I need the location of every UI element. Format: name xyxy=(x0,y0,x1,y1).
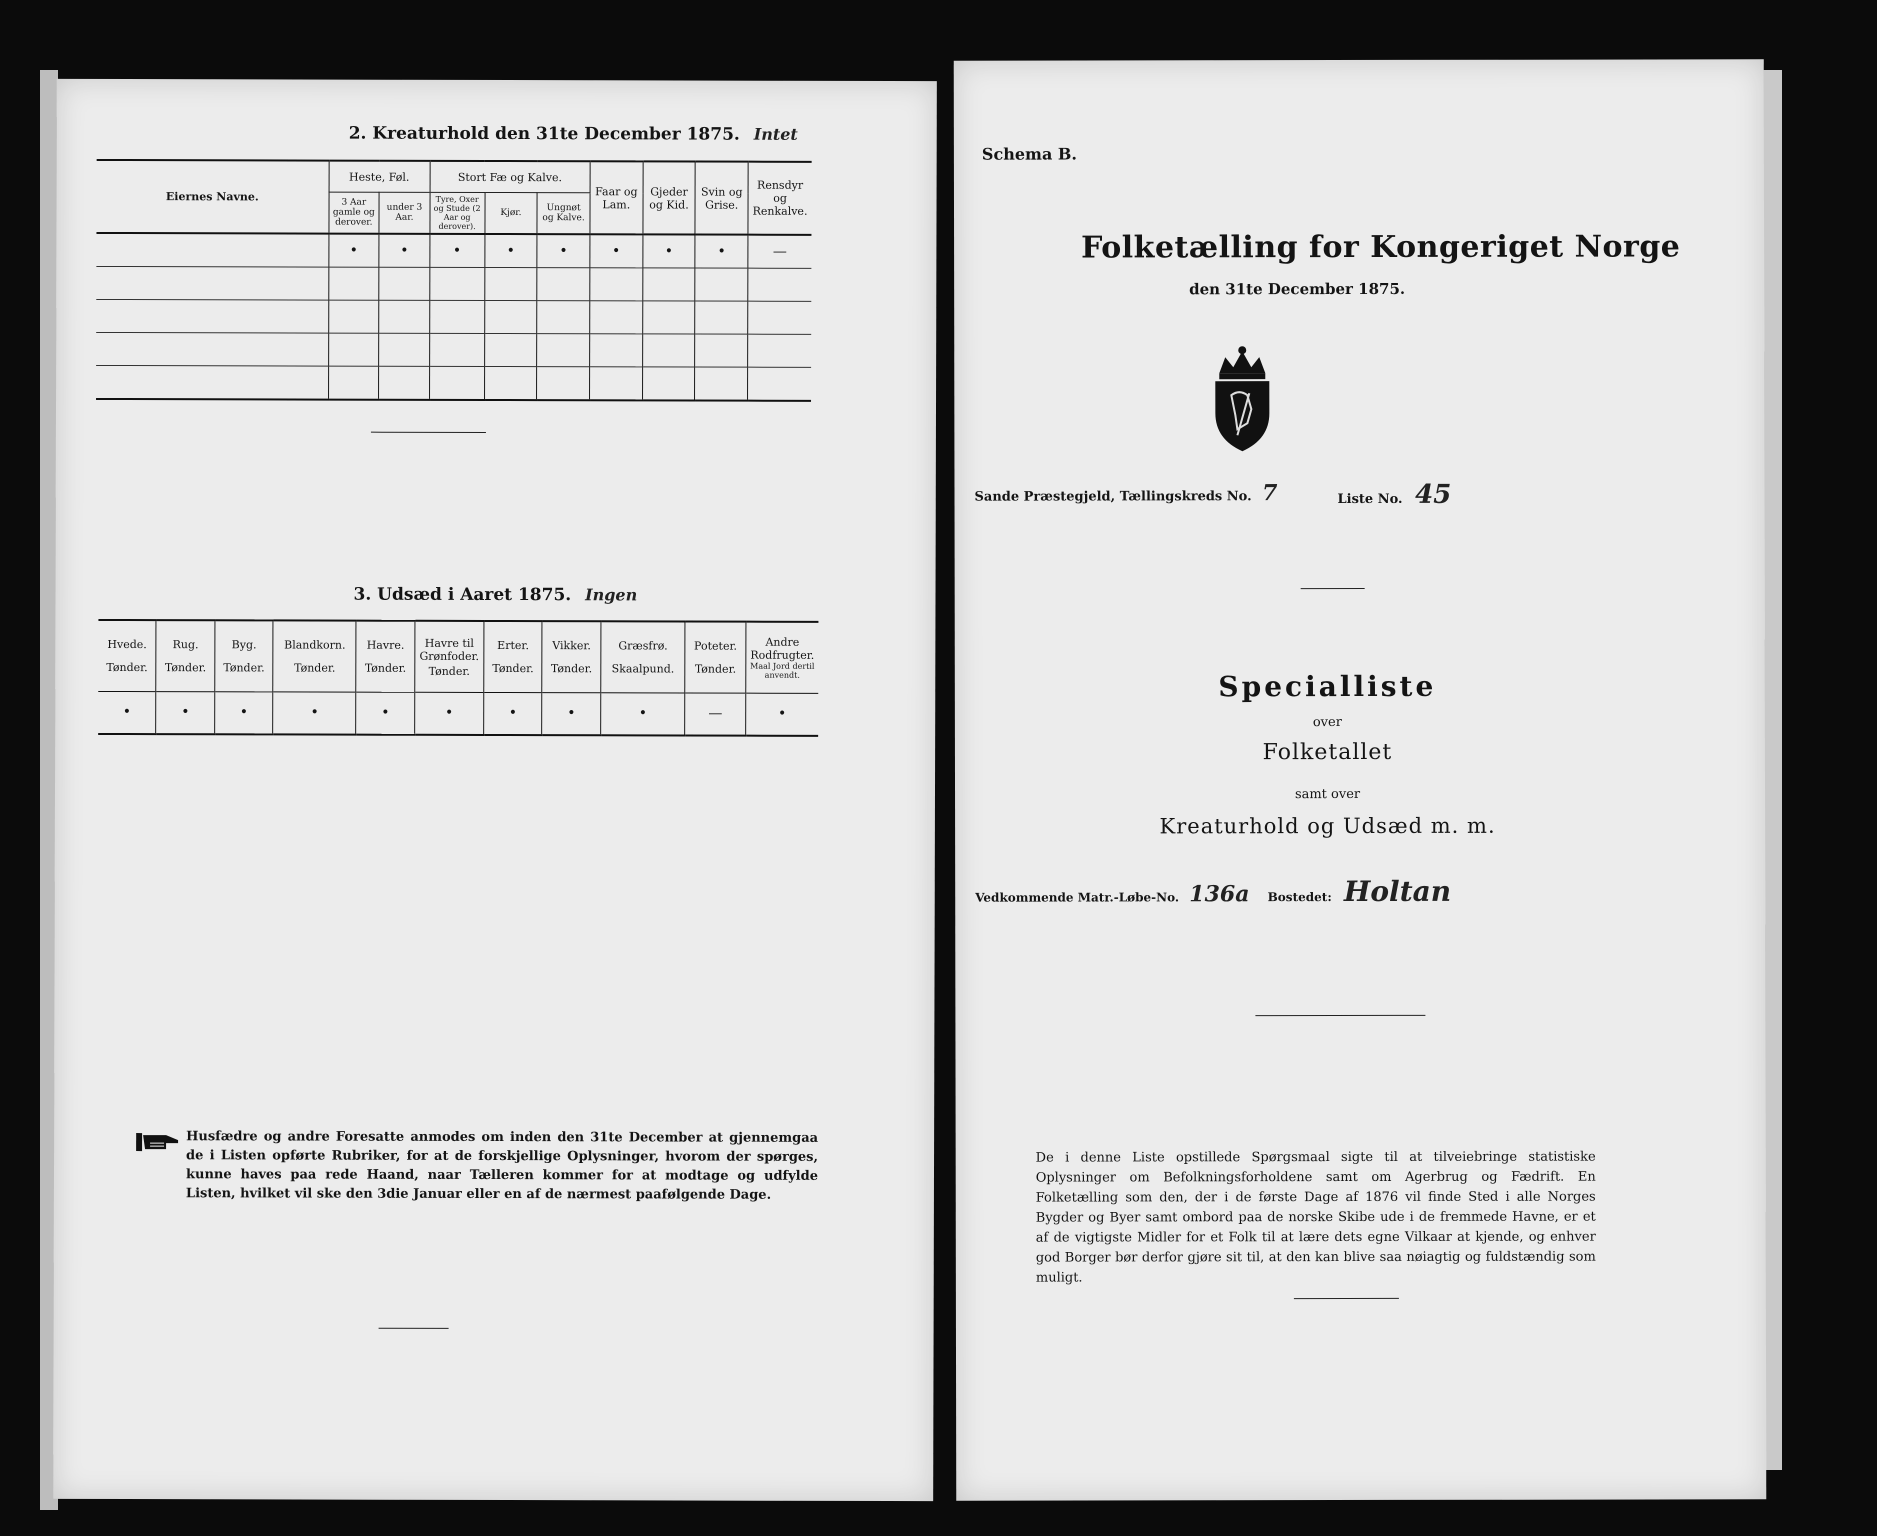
col-grass-seed: Græsfrø. Skaalpund. xyxy=(601,621,686,693)
col-vetches: Vikker. Tønder. xyxy=(542,621,601,693)
col-reindeer: Rensdyr og Renkalve. xyxy=(748,162,812,235)
kreaturhold-heading: Kreaturhold og Udsæd m. m. xyxy=(1159,813,1496,839)
right-page xyxy=(954,59,1767,1500)
col-young-cattle: Ungnøt og Kalve. xyxy=(537,193,590,235)
col-horses-under3: under 3 Aar. xyxy=(379,192,430,234)
pointing-hand-icon xyxy=(136,1131,180,1153)
table-row xyxy=(96,365,811,400)
specialliste-heading: Specialliste xyxy=(1218,669,1437,704)
col-green-fodder-oats: Havre til Grønfoder. Tønder. xyxy=(415,621,484,693)
schema-label: Schema B. xyxy=(981,144,1078,164)
group-cattle: Stort Fæ og Kalve. xyxy=(430,161,590,193)
householder-notice: Husfædre og andre Foresatte anmodes om inden den 31te December at gjennemgaa de i Listen opførte Rubriker, for at de forskjellige Oplysninger, hvorom der spørges, kunne haves paa rede Haand, naar Tælleren kommer for at modtage og udfylde Listen, hvilket vil ske den 3die Januar eller en af de nærmest paafølgende Dage. xyxy=(185,1129,819,1203)
table-row xyxy=(96,266,811,301)
col-wheat: Hvede. Tønder. xyxy=(98,620,156,692)
col-mixed-grain: Blandkorn. Tønder. xyxy=(273,620,356,692)
col-horses-3plus: 3 Aar gamle og derover. xyxy=(328,192,379,234)
col-barley: Byg. Tønder. xyxy=(215,620,274,692)
col-sheep: Faar og Lam. xyxy=(590,161,643,234)
bosted-label: Bostedet: xyxy=(1267,890,1332,905)
list-number: 45 xyxy=(1415,479,1452,510)
list-label: Liste No. xyxy=(1337,491,1403,508)
livestock-heading-note: Intet xyxy=(753,124,798,144)
bottom-divider xyxy=(379,1328,449,1329)
district-number: 7 xyxy=(1262,480,1278,507)
census-title: Folketælling for Kongeriget Norge xyxy=(1081,229,1681,266)
livestock-table xyxy=(96,159,812,402)
norway-coat-of-arms-icon xyxy=(1207,343,1277,453)
divider-top xyxy=(1301,588,1365,589)
district-line xyxy=(974,480,1277,507)
census-footnote: De i denne Liste opstillede Spørgsmaal sigte til at tilveiebringe statistiske Oplysninger om Befolkningsforholdene samt om Agerbrug og Fædrift. En Folketælling som den, der i de første Dage af 1876 vil finde Sted i alle Norges Bygder og Byer samt ombord paa de norske Skibe ude i de fremmede Havne, er et af de vigtigste Midler for et Folk til at lære dets egne Vilkaar at kjende, og enhver god Borger bør derfor gjøre sit til, at den kan blive saa nøiagtig og fuldstændig som muligt. xyxy=(1035,1149,1596,1286)
col-rye: Rug. Tønder. xyxy=(156,620,215,692)
list-line xyxy=(1337,480,1451,510)
section-divider xyxy=(371,432,486,433)
col-peas: Erter. Tønder. xyxy=(484,621,543,693)
folketallet-heading: Folketallet xyxy=(1262,739,1393,766)
table-row xyxy=(96,332,811,367)
sowing-heading-note: Ingen xyxy=(585,585,638,605)
district-label: Sande Præstegjeld, Tællingskreds No. xyxy=(974,489,1252,505)
col-goats: Gjeder og Kid. xyxy=(643,161,696,234)
bosted-value: Holtan xyxy=(1343,874,1452,909)
col-potatoes: Poteter. Tønder. xyxy=(685,621,746,693)
col-pigs: Svin og Grise. xyxy=(695,162,748,235)
divider-bottom xyxy=(1294,1298,1399,1299)
matr-number: 136a xyxy=(1189,881,1250,908)
divider-middle xyxy=(1255,1015,1425,1016)
table-row: • • • • • • • • — xyxy=(96,233,811,268)
matr-label: Vedkommende Matr.-Løbe-No. xyxy=(975,890,1180,905)
matr-line xyxy=(975,875,1451,909)
samt-over: samt over xyxy=(1294,786,1361,803)
over-1: over xyxy=(1312,715,1342,731)
col-bulls-oxen: Tyre, Oxer og Stude (2 Aar og derover). xyxy=(430,192,485,234)
col-oats: Havre. Tønder. xyxy=(356,621,415,693)
livestock-heading: 2. Kreaturhold den 31te December 1875. Intet xyxy=(348,123,798,145)
group-horses: Heste, Føl. xyxy=(329,161,430,193)
col-cows: Kjør. xyxy=(484,192,537,234)
sowing-heading: 3. Udsæd i Aaret 1875. Ingen xyxy=(353,584,638,606)
sowing-table xyxy=(98,619,818,736)
col-other-roots: Andre Rodfrugter. Maal Jord dertil anvendt. xyxy=(746,622,819,694)
table-row: • • • • • • • • • — • xyxy=(98,691,818,735)
col-owner-names: Eiernes Navne. xyxy=(96,160,328,234)
census-subtitle: den 31te December 1875. xyxy=(1189,279,1406,299)
table-row xyxy=(96,299,811,334)
left-page xyxy=(53,79,937,1501)
